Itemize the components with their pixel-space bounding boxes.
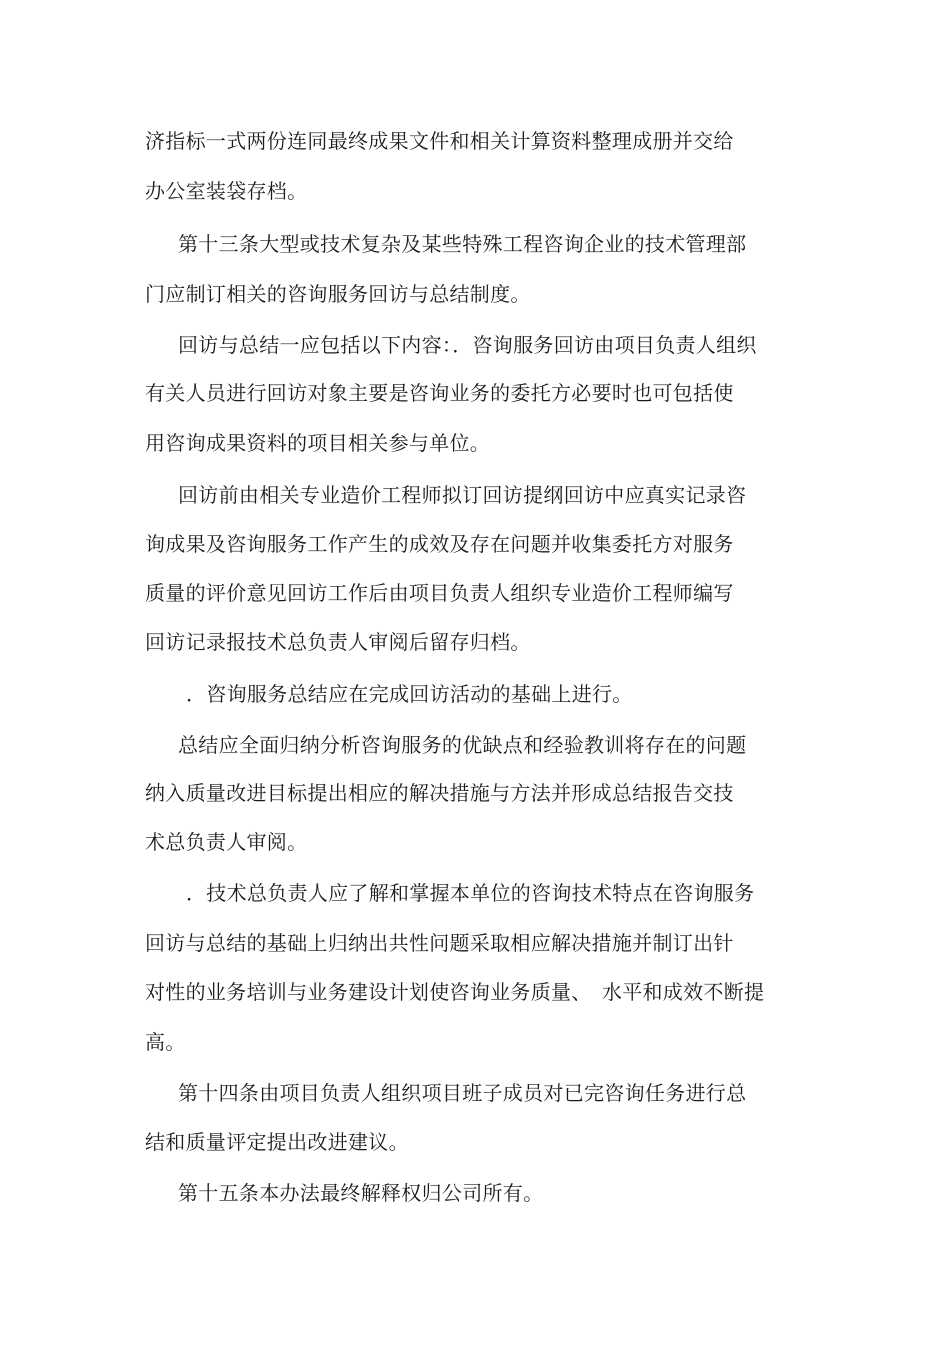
text-line-7: 用咨询成果资料的项目相关参与单位。 — [145, 431, 491, 455]
text-line-18: 对性的业务培训与业务建设计划使咨询业务质量、 水平和成效不断提 — [145, 980, 765, 1004]
text-line-15: 术总负责人审阅。 — [145, 830, 308, 854]
text-line-20: 第十四条由项目负责人组织项目班子成员对已完咨询任务进行总 — [178, 1081, 747, 1105]
text-line-21: 结和质量评定提出改进建议。 — [145, 1130, 409, 1154]
text-line-1: 济指标一式两份连同最终成果文件和相关计算资料整理成册并交给 — [145, 129, 734, 153]
text-line-8: 回访前由相关专业造价工程师拟订回访提纲回访中应真实记录咨 — [178, 483, 747, 507]
text-line-9: 询成果及咨询服务工作产生的成效及存在问题并收集委托方对服务 — [145, 532, 734, 556]
text-line-10: 质量的评价意见回访工作后由项目负责人组织专业造价工程师编写 — [145, 581, 734, 605]
text-line-6: 有关人员进行回访对象主要是咨询业务的委托方必要时也可包括使 — [145, 381, 734, 405]
text-line-3: 第十三条大型或技术复杂及某些特殊工程咨询企业的技术管理部 — [178, 232, 747, 256]
text-line-5: 回访与总结一应包括以下内容：．咨询服务回访由项目负责人组织 — [178, 333, 757, 357]
text-line-19: 高。 — [145, 1030, 186, 1054]
text-line-11: 回访记录报技术总负责人审阅后留存归档。 — [145, 630, 531, 654]
text-line-13: 总结应全面归纳分析咨询服务的优缺点和经验教训将存在的问题 — [178, 733, 747, 757]
text-line-17: 回访与总结的基础上归纳出共性问题采取相应解决措施并制订出针 — [145, 931, 734, 955]
text-line-12: ．咨询服务总结应在完成回访活动的基础上进行。 — [186, 682, 633, 706]
text-line-4: 门应制订相关的咨询服务回访与总结制度。 — [145, 282, 531, 306]
text-line-2: 办公室装袋存档。 — [145, 179, 308, 203]
text-line-22: 第十五条本办法最终解释权归公司所有。 — [178, 1181, 544, 1205]
text-line-14: 纳入质量改进目标提出相应的解决措施与方法并形成总结报告交技 — [145, 781, 734, 805]
text-line-16: ．技术总负责人应了解和掌握本单位的咨询技术特点在咨询服务 — [186, 881, 755, 905]
